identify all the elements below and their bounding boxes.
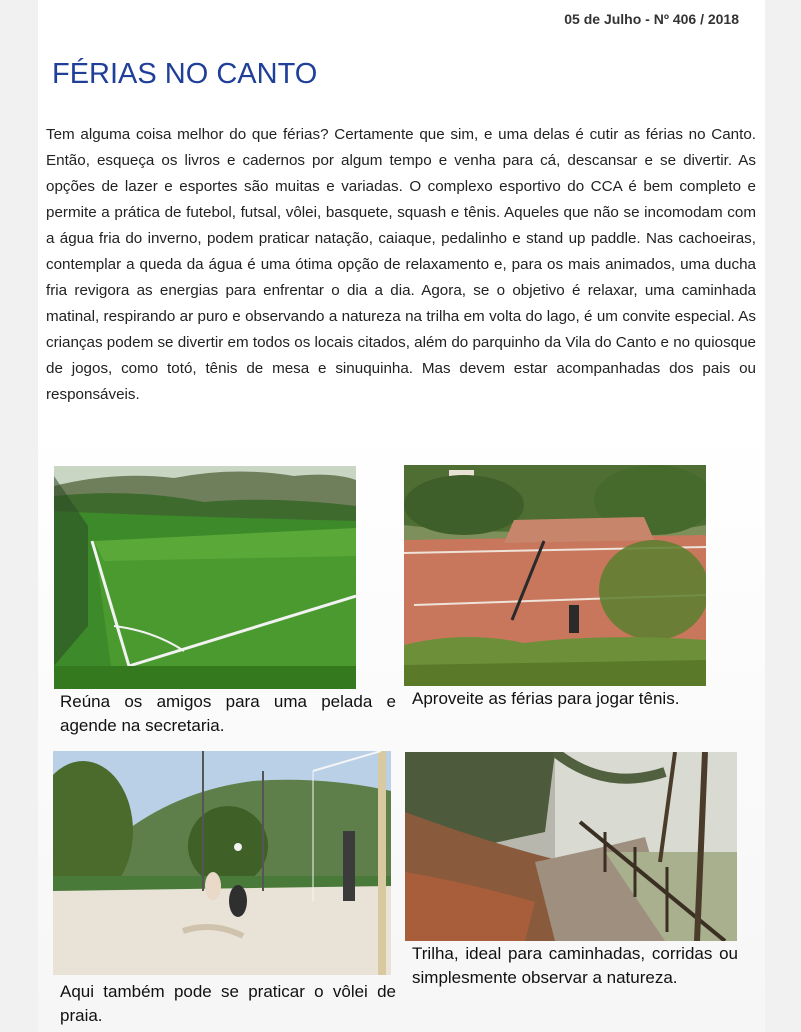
article-title: FÉRIAS NO CANTO bbox=[52, 58, 318, 90]
issue-date-number: 05 de Julho - Nº 406 / 2018 bbox=[564, 11, 739, 27]
soccer-field-caption: Reúna os amigos para uma pelada e agende na secretaria. bbox=[60, 692, 396, 735]
trail-photo bbox=[405, 752, 737, 941]
beach-volleyball-caption: Aqui também pode se praticar o vôlei de praia. bbox=[60, 982, 396, 1025]
article-body: Tem alguma coisa melhor do que férias? Certamente que sim, e uma delas é cutir as férias no Canto. Então, esqueça os livros e cadernos por algum tempo e venha para cá, descansar e se divertir. As opções de lazer e esportes são muitas e variadas. O complexo esportivo do CCA é bem completo e permite a prática de futebol, futsal, vôlei, basquete, squash e tênis. Aqueles que não se incomodam com a água fria do inverno, podem praticar natação, caiaque, pedalinho e stand up paddle. Nas cachoeiras, contemplar a queda da água é uma ótima opção de relaxamento e, para os mais animados, uma ducha fria revigora as energias para enfrentar o dia a dia. Agora, se o objetivo é relaxar, uma caminhada matinal, respirando ar puro e observando a natureza na trilha em volta do lago, é um convite especial. As crianças podem se divertir em todos os locais citados, além do parquinho da Vila do Canto e no quiosque de jogos, como totó, tênis de mesa e sinuquinha. Mas devem estar acompanhadas dos pais ou responsáveis. bbox=[46, 126, 756, 403]
tennis-courts-caption: Aproveite as férias para jogar tênis. bbox=[412, 689, 680, 708]
soccer-field-photo bbox=[54, 466, 356, 689]
tennis-courts-photo bbox=[404, 465, 706, 686]
beach-volleyball-photo bbox=[53, 751, 391, 975]
trail-caption: Trilha, ideal para caminhadas, corridas ou simplesmente observar a natureza. bbox=[412, 944, 738, 987]
